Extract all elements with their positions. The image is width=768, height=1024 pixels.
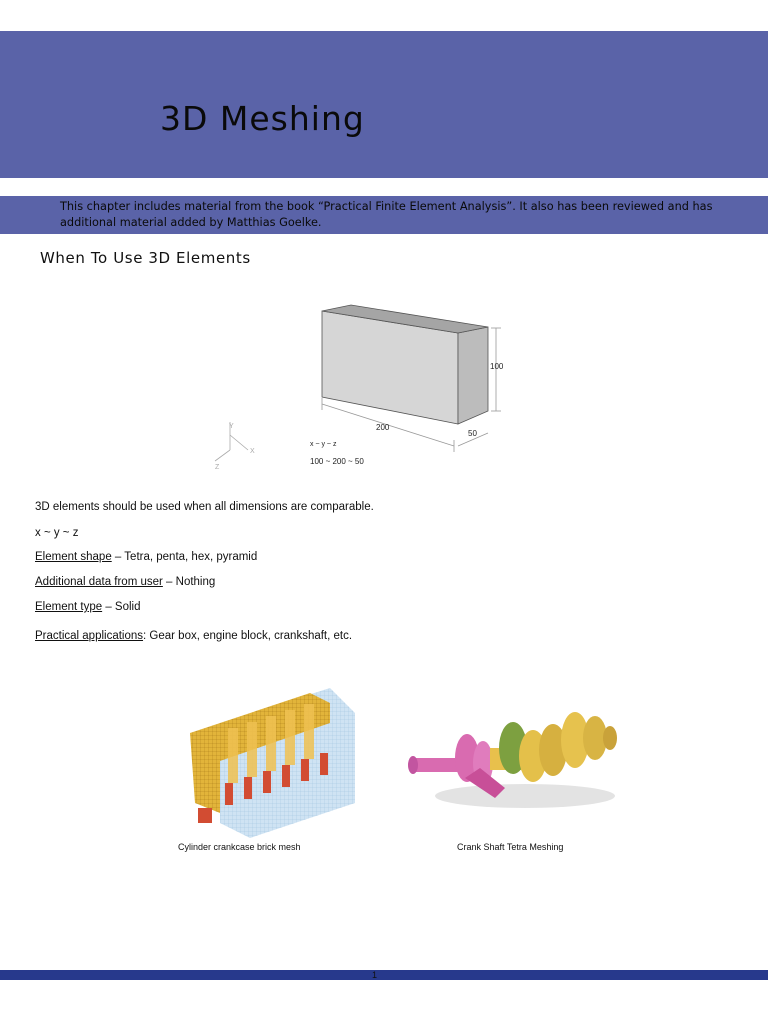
practical-applications-line (35, 630, 352, 642)
dim-depth-label: 50 (468, 429, 477, 438)
dim-length-label: 200 (376, 423, 390, 432)
chapter-note: This chapter includes material from the book “Practical Finite Element Analysis”. It also has been reviewed and has additional material added by Matthias Goelke. (60, 200, 713, 229)
element-type-label: Element type (35, 601, 103, 613)
title-band (0, 31, 768, 178)
element-type-value: – Solid (102, 601, 141, 613)
axis-z-label: Z (215, 464, 220, 471)
axis-y-label: Y (229, 423, 234, 430)
intro-text: 3D elements should be used when all dimensions are comparable. (35, 501, 374, 513)
crankshaft-mesh-image (405, 708, 620, 818)
practical-applications-value: : Gear box, engine block, crankshaft, etc. (143, 630, 353, 642)
additional-data-label: Additional data from user (35, 576, 163, 588)
relation-text: x ~ y ~ z (35, 527, 79, 539)
crankcase-mesh-image (180, 683, 360, 838)
practical-applications-label: Practical applications (35, 630, 144, 642)
crankshaft-caption: Crank Shaft Tetra Meshing (457, 842, 564, 852)
relation-label: x ~ y ~ z (310, 441, 337, 448)
crankcase-caption: Cylinder crankcase brick mesh (178, 842, 301, 852)
element-shape-label: Element shape (35, 551, 112, 563)
values-label: 100 ~ 200 ~ 50 (310, 457, 364, 466)
section-heading: When To Use 3D Elements (40, 249, 251, 267)
additional-data-value: – Nothing (162, 576, 216, 588)
box-dimension-figure (200, 300, 530, 475)
element-shape-line (35, 551, 257, 563)
axis-x-label: X (250, 448, 255, 455)
chapter-note-band (0, 196, 768, 234)
dim-height-label: 100 (490, 362, 504, 371)
element-shape-value: – Tetra, penta, hex, pyramid (111, 551, 258, 563)
box-side-face (458, 327, 488, 424)
page-number: 1 (372, 970, 378, 980)
additional-data-line (35, 576, 215, 588)
footer-band (0, 970, 768, 980)
element-type-line (35, 601, 140, 613)
page-title: 3D Meshing (160, 99, 365, 138)
